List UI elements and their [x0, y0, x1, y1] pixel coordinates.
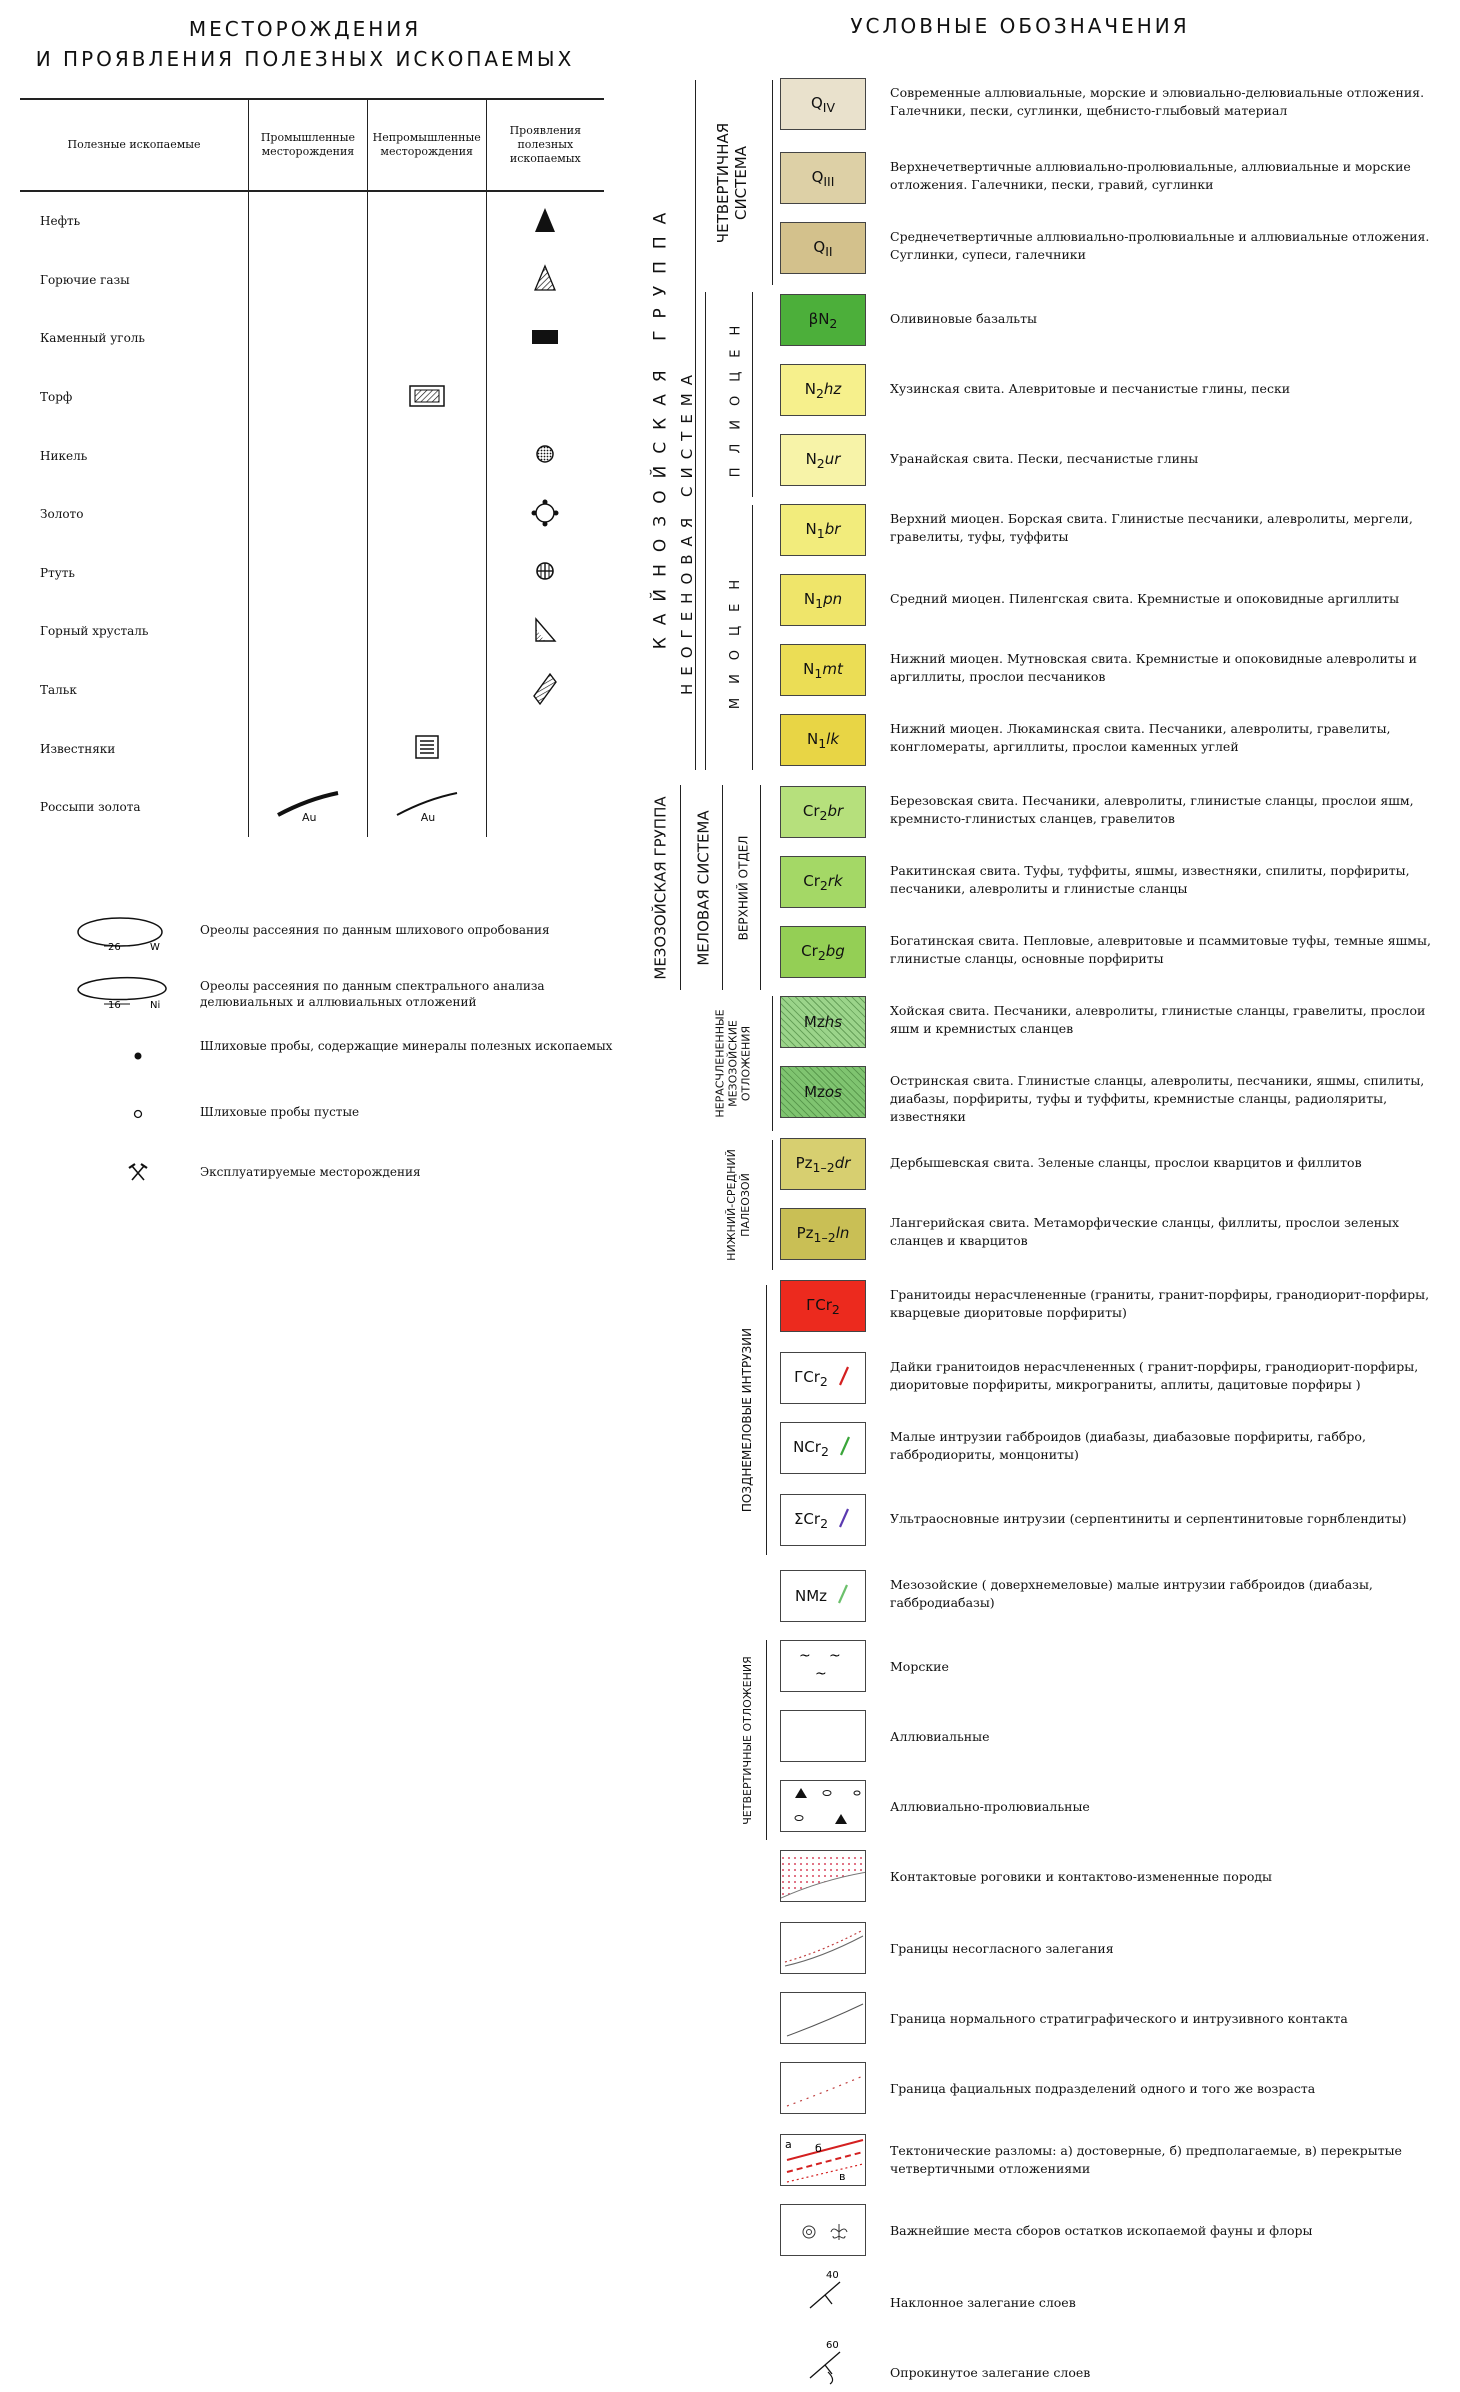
mineral-symbol-cell — [249, 426, 368, 485]
mineral-name: Горючие газы — [40, 272, 130, 287]
svg-text:~: ~ — [815, 1666, 827, 1682]
stratum-box — [780, 504, 866, 556]
stratum-box — [780, 1352, 866, 1404]
stratum-box — [780, 856, 866, 908]
bracket-line — [752, 292, 753, 497]
legend-text: Ореолы рассеяния по данным шлихового опробования — [200, 923, 550, 937]
symbol-description: Важнейшие места сборов остатков ископаемой фауны и флоры — [890, 2223, 1313, 2238]
stratum-description: Гранитоиды нерасчлененные (граниты, гранит-порфиры, гранодиорит-порфиры, кварцевые диоритовые порфириты) — [890, 1287, 1430, 1320]
stratum-box — [780, 714, 866, 766]
half-triangle-icon — [533, 632, 557, 646]
placer-line-icon — [387, 789, 467, 825]
stratum-code: $Q_{III}$ — [811, 167, 835, 189]
halo-spectral-icon — [70, 968, 180, 1008]
mineral-symbol-cell — [367, 191, 486, 251]
stratum-code: $Q_{II}$ — [813, 237, 833, 259]
stratum-description: Среднечетвертичные аллювиально-пролювиальные и аллювиальные отложения. Суглинки, супеси, галечники — [890, 229, 1430, 262]
symbol-description: Граница фациальных подразделений одного и того же возраста — [890, 2081, 1316, 2096]
dyke-stroke-icon — [828, 1363, 852, 1393]
stratum-code: ГCr$_2$ — [806, 1295, 840, 1317]
symbol-description: Морские — [890, 1659, 949, 1674]
stratum-code: $Cr_2br$ — [802, 801, 844, 823]
left-title-line1: МЕСТОРОЖДЕНИЯ — [188, 17, 422, 41]
svg-text:а: а — [785, 2138, 792, 2151]
filled-triangle-icon — [533, 223, 557, 237]
stratum-description: Верхнечетвертичные аллювиально-пролювиальные, аллювиальные и морские отложения. Галечники, пески, гравий, суглинки — [890, 159, 1411, 192]
stratum-description: Ракитинская свита. Туфы, туффиты, яшмы, известняки, спилиты, порфириты, песчаники, алевролиты и глинистые сланцы — [890, 863, 1410, 896]
mineral-symbol-cell — [486, 191, 604, 251]
dyke-stroke-icon — [828, 1505, 852, 1535]
mineral-name: Нефть — [40, 214, 81, 229]
mineral-symbol-cell — [249, 544, 368, 603]
bracket-line — [752, 505, 753, 770]
label-paleozoic: НИЖНИЙ-СРЕДНИЙ ПАЛЕОЗОЙ — [725, 1149, 753, 1261]
mineral-symbol-cell — [367, 251, 486, 310]
stratum-description: Нижний миоцен. Мутновская свита. Кремнистые и опоковидные алевролиты и аргиллиты, прослои песчаников — [890, 651, 1417, 684]
bracket-line — [772, 80, 773, 285]
stratum-description: Современные аллювиальные, морские и элювиально-делювиальные отложения. Галечники, пески, суглинки, щебнисто-глыбовый материал — [890, 85, 1425, 118]
mineral-symbol-cell — [486, 778, 604, 837]
stratum-description: Березовская свита. Песчаники, алевролиты, глинистые сланцы, прослои яшм, кремнисто-глинистых сланцев, гравелитов — [890, 793, 1414, 826]
stratum-code: $\beta N_2$ — [808, 309, 838, 331]
symbol-description: Контактовые роговики и контактово-измененные породы — [890, 1869, 1272, 1884]
bracket-line — [705, 292, 706, 770]
svg-text:Ni: Ni — [150, 1000, 161, 1008]
legend-spectral-halo — [70, 968, 610, 1012]
mineral-row — [20, 309, 604, 368]
mineral-symbol-cell — [249, 485, 368, 544]
filled-dot-icon — [70, 1030, 180, 1070]
stratum-code: $Q_{IV}$ — [810, 93, 836, 115]
empty-dot-icon — [70, 1100, 180, 1140]
mineral-symbol-cell — [249, 719, 368, 778]
header-manifestations: Проявления полезных ископаемых — [486, 99, 604, 191]
dip-strike-icon — [800, 2268, 870, 2322]
mineral-row — [20, 251, 604, 310]
stratum-code: $N_1pn$ — [803, 589, 843, 611]
legend-schlich-halo — [70, 910, 610, 950]
stratum-box — [780, 996, 866, 1048]
mineral-row — [20, 719, 604, 778]
svg-text:26: 26 — [108, 942, 121, 950]
hatched-rhombus-icon — [532, 695, 558, 709]
stratum-description: Средний миоцен. Пиленгская свита. Кремнистые и опоковидные аргиллиты — [890, 591, 1400, 606]
svg-text:40: 40 — [826, 2270, 839, 2281]
legend-filled-sample — [70, 1030, 613, 1070]
mineral-name: Россыпи золота — [40, 800, 141, 815]
legend-text: Эксплуатируемые месторождения — [200, 1165, 421, 1179]
dyke-stroke-icon — [829, 1433, 853, 1463]
hatched-triangle-icon — [533, 281, 557, 295]
stratum-description: Ультраосновные интрузии (серпентиниты и серпентинитовые горнблендиты) — [890, 1511, 1407, 1526]
mineral-symbol-cell — [486, 544, 604, 603]
stratum-code: $Pz_{1-2}\ln$ — [796, 1223, 850, 1245]
stratum-code: Mzhs — [803, 1013, 843, 1031]
label-undivided: НЕРАСЧЛЕНЕННЫЕ МЕЗОЗОЙСКИЕ ОТЛОЖЕНИЯ — [713, 1009, 753, 1118]
bracket-line — [760, 785, 761, 990]
hammers-icon — [70, 1160, 180, 1200]
mineral-symbol-cell — [249, 661, 368, 720]
symbol-description: Аллювиальные — [890, 1729, 990, 1744]
mineral-symbol-cell — [486, 426, 604, 485]
left-title-line2: И ПРОЯВЛЕНИЯ ПОЛЕЗНЫХ ИСКОПАЕМЫХ — [35, 47, 575, 71]
mineral-row — [20, 544, 604, 603]
stratum-box — [780, 294, 866, 346]
label-quaternary-deposits: ЧЕТВЕРТИЧНЫЕ ОТЛОЖЕНИЯ — [740, 1655, 754, 1825]
svg-text:~: ~ — [799, 1648, 811, 1664]
placer-au-label: Au — [301, 811, 317, 825]
header-industrial: Промышленные месторождения — [249, 99, 368, 191]
symbol-description: Опрокинутое залегание слоев — [890, 2365, 1091, 2380]
legend-text: Ореолы рассеяния по данным спектрального анализа делювиальных и аллювиальных отложений — [200, 979, 545, 1009]
svg-text:~: ~ — [829, 1648, 841, 1664]
stratum-description: Дербышевская свита. Зеленые сланцы, прослои кварцитов и филлитов — [890, 1155, 1362, 1170]
stratum-description: Нижний миоцен. Люкаминская свита. Песчаники, алевролиты, гравелиты, конгломераты, аргиллиты, прослои каменных углей — [890, 721, 1391, 754]
mineral-row — [20, 368, 604, 427]
stratum-code: ΣCr$_2$ — [793, 1509, 829, 1531]
mineral-name: Каменный уголь — [40, 331, 145, 346]
stratum-description: Оливиновые базальты — [890, 311, 1037, 326]
stratum-code: NCr$_2$ — [793, 1437, 829, 1459]
mineral-symbol-cell — [486, 485, 604, 544]
mineral-row — [20, 661, 604, 720]
stratum-description: Богатинская свита. Пепловые, алевритовые и псаммитовые туфы, темные яшмы, глинистые сланцы, основные порфириты — [890, 933, 1431, 966]
stratum-description: Дайки гранитоидов нерасчлененных ( гранит-порфиры, гранодиорит-порфиры, диоритовые порфириты, микрограниты, аплиты, дацитовые порфиры ) — [890, 1359, 1419, 1392]
mineral-symbol-cell — [367, 778, 486, 837]
mineral-row — [20, 426, 604, 485]
dyke-stroke-icon — [827, 1581, 851, 1611]
header-minerals: Полезные ископаемые — [20, 99, 249, 191]
black-rectangle-icon — [531, 335, 559, 349]
stratum-code: $N_1mt$ — [803, 659, 843, 681]
symbol-box — [780, 1710, 866, 1762]
bracket-line — [772, 1140, 773, 1270]
svg-text:в: в — [839, 2170, 846, 2183]
stratum-description: Лангерийская свита. Метаморфические сланцы, филлиты, прослои зеленых сланцев и кварцитов — [890, 1215, 1400, 1248]
stratum-code: $N_1br$ — [805, 519, 841, 541]
mineral-symbol-cell — [486, 309, 604, 368]
legend-text: Шлиховые пробы пустые — [200, 1105, 360, 1119]
mineral-symbol-cell — [367, 661, 486, 720]
stratum-description: Малые интрузии габброидов (диабазы, диабазовые порфириты, габбро, габбродиориты, монцониты) — [890, 1429, 1366, 1462]
symbol-box — [780, 1922, 866, 1974]
mineral-row — [20, 778, 604, 837]
symbol-description: Аллювиально-пролювиальные — [890, 1799, 1090, 1814]
stratum-box — [780, 1570, 866, 1622]
symbol-description: Наклонное залегание слоев — [890, 2295, 1076, 2310]
stratum-description: Уранайская свита. Пески, песчанистые глины — [890, 451, 1199, 466]
stratum-code: NMz — [794, 1587, 828, 1605]
minerals-table — [20, 98, 604, 837]
mineral-symbol-cell — [249, 309, 368, 368]
svg-text:W: W — [150, 942, 160, 950]
mineral-name: Известняки — [40, 741, 116, 756]
stratum-description: Мезозойские ( доверхнемеловые) малые интрузии габброидов (диабазы, габбродиабазы) — [890, 1577, 1373, 1610]
legend-exploited — [70, 1160, 610, 1190]
mineral-symbol-cell — [486, 719, 604, 778]
mineral-name: Золото — [40, 507, 84, 522]
mineral-name: Тальк — [40, 683, 77, 698]
stratum-box — [780, 78, 866, 130]
bracket-line — [766, 1640, 767, 1840]
legend-empty-sample — [70, 1100, 610, 1130]
symbol-description: Границы несогласного залегания — [890, 1941, 1114, 1956]
stratum-description: Верхний миоцен. Борская свита. Глинистые песчаники, алевролиты, мергели, гравелиты, туфы, туффиты — [890, 511, 1413, 544]
symbol-description: Тектонические разломы: а) достоверные, б) предполагаемые, в) перекрытые четвертичными отложениями — [890, 2143, 1402, 2176]
header-nonindustrial: Непромышленные месторождения — [367, 99, 486, 191]
stratum-code: $N_2hz$ — [804, 379, 842, 401]
stratum-box — [780, 1066, 866, 1118]
mineral-name: Торф — [40, 390, 73, 405]
mineral-name: Никель — [40, 448, 88, 463]
label-intrusions: ПОЗДНЕМЕЛОВЫЕ ИНТРУЗИИ — [740, 1327, 755, 1513]
symbol-box — [780, 1992, 866, 2044]
label-quaternary: ЧЕТВЕРТИЧНАЯ СИСТЕМА — [714, 122, 751, 243]
stratum-box — [780, 1422, 866, 1474]
svg-text:60: 60 — [826, 2340, 839, 2351]
mineral-row — [20, 191, 604, 251]
stratum-description: Хойская свита. Песчаники, алевролиты, глинистые сланцы, гравелиты, прослои яшм и кремнистых сланцев — [890, 1003, 1426, 1036]
circle-grid-icon — [534, 571, 556, 585]
mineral-row — [20, 602, 604, 661]
placer-line-icon — [268, 789, 348, 825]
symbol-box — [780, 1640, 866, 1692]
overturned-dip-icon — [800, 2338, 870, 2392]
mineral-symbol-cell — [486, 368, 604, 427]
mineral-symbol-cell — [249, 778, 368, 837]
hatched-rectangle-icon — [409, 396, 445, 410]
stratum-code: Mzos — [804, 1083, 842, 1101]
mineral-symbol-cell — [367, 719, 486, 778]
mineral-symbol-cell — [249, 251, 368, 310]
stratum-box — [780, 222, 866, 274]
mineral-symbol-cell — [367, 368, 486, 427]
halo-oval-icon — [70, 910, 180, 950]
stratum-box — [780, 1208, 866, 1260]
label-pliocene: ПЛИОЦЕН — [728, 311, 744, 478]
mineral-symbol-cell — [249, 191, 368, 251]
stratum-code: ГCr$_2$ — [794, 1367, 828, 1389]
symbol-box — [780, 2062, 866, 2114]
symbol-box — [780, 1780, 866, 1832]
label-mesozoic: МЕЗОЗОЙСКАЯ ГРУППА — [652, 795, 670, 980]
stratum-box — [780, 786, 866, 838]
stratum-code: $Cr_2bg$ — [801, 941, 845, 963]
label-cenozoic: КАЙНОЗОЙСКАЯ ГРУППА — [650, 200, 671, 650]
stratum-description: Хузинская свита. Алевритовые и песчанистые глины, пески — [890, 381, 1291, 396]
mineral-symbol-cell — [249, 602, 368, 661]
stratum-box — [780, 152, 866, 204]
mineral-name: Горный хрусталь — [40, 624, 149, 639]
stratum-box — [780, 1494, 866, 1546]
stratum-box — [780, 364, 866, 416]
legend-text: Шлиховые пробы, содержащие минералы полезных ископаемых — [200, 1039, 613, 1053]
svg-text:16: 16 — [108, 1000, 121, 1008]
circle-cross-icon — [530, 517, 560, 531]
right-title: УСЛОВНЫЕ ОБОЗНАЧЕНИЯ — [850, 14, 1190, 38]
stratum-code: $N_2ur$ — [805, 449, 841, 471]
striped-square-icon — [415, 748, 439, 762]
symbol-description: Граница нормального стратиграфического и интрузивного контакта — [890, 2011, 1348, 2026]
stratum-code: $Cr_2rk$ — [803, 871, 843, 893]
mineral-symbol-cell — [367, 309, 486, 368]
mineral-row — [20, 485, 604, 544]
mineral-symbol-cell — [367, 426, 486, 485]
stratum-code: $Pz_{1-2}dr$ — [795, 1153, 851, 1175]
bracket-line — [680, 785, 681, 990]
label-upper: ВЕРХНИЙ ОТДЕЛ — [736, 835, 751, 940]
bracket-line — [722, 785, 723, 990]
label-miocene: МИОЦЕН — [728, 565, 744, 710]
mineral-symbol-cell — [486, 251, 604, 310]
mineral-symbol-cell — [367, 602, 486, 661]
svg-text:б: б — [815, 2142, 822, 2155]
stratum-box — [780, 574, 866, 626]
label-cretaceous: МЕЛОВАЯ СИСТЕМА — [695, 809, 714, 966]
placer-au-label: Au — [420, 811, 436, 825]
bracket-line — [772, 996, 773, 1131]
stratum-code: $N_1lk$ — [806, 729, 840, 751]
bracket-line — [766, 1285, 767, 1555]
label-neogene: НЕОГЕНОВАЯ СИСТЕМА — [678, 366, 696, 696]
stratum-box — [780, 926, 866, 978]
stratum-box — [780, 1138, 866, 1190]
stratum-box — [780, 434, 866, 486]
mineral-symbol-cell — [367, 485, 486, 544]
mineral-symbol-cell — [249, 368, 368, 427]
symbol-box — [780, 2134, 866, 2186]
mineral-name: Ртуть — [40, 565, 75, 580]
stratum-description: Остринская свита. Глинистые сланцы, алевролиты, песчаники, яшмы, спилиты, диабазы, порфириты, туфы и туффиты, кремнистые сланцы, радиоляриты, известняки — [890, 1073, 1425, 1124]
symbol-box — [780, 2204, 866, 2256]
mineral-symbol-cell — [367, 544, 486, 603]
stratum-box — [780, 644, 866, 696]
mineral-symbol-cell — [486, 602, 604, 661]
symbol-box — [780, 1850, 866, 1902]
mineral-symbol-cell — [486, 661, 604, 720]
dotted-circle-icon — [534, 454, 556, 468]
stratum-box — [780, 1280, 866, 1332]
